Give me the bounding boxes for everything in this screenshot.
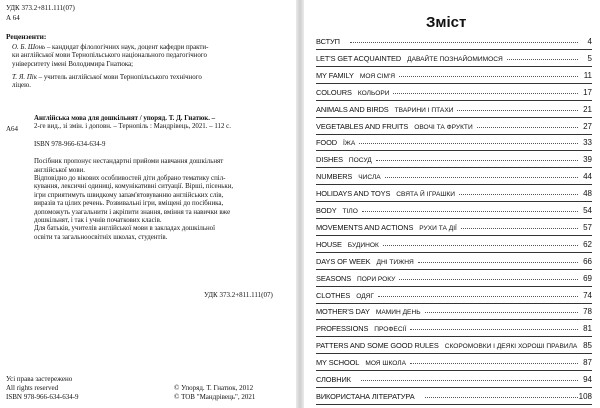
toc-underline [316,370,592,371]
toc-underline [316,49,592,50]
toc-underline [316,235,592,236]
toc-entry-title: DAYS OF WEEK ДНІ ТИЖНЯ [316,256,414,266]
toc-page-number: 62 [583,239,592,249]
toc-entry-title: СЛОВНИК [316,375,351,384]
toc-page-number: 81 [583,324,592,334]
contents-page [304,0,600,408]
toc-entry-title: FOOD ЇЖА [316,138,356,148]
toc-leader [418,262,578,263]
toc-underline [316,201,592,202]
toc-leader [359,143,578,144]
toc-leader [459,194,578,195]
toc-entry-title: BODY ТІЛО [316,206,358,215]
toc-underline [316,184,592,185]
toc-page-number: 27 [583,121,592,131]
toc-leader [477,127,578,128]
toc-leader [399,76,578,77]
catalog-entry: Англійська мова для дошкільнят / упоряд. Т. Д. Гнатюк. – 2-ге вид., зі змін. і доповн. – Тернопіль : Мандрівець, 2021. – 112 с. ISBN 978-966-634-634-9 Посібник пропонує нестандартні прийоми навчання дошкільнят англійської мови. Відповідно до вікових особливостей діти добрано тематику спіл- кування, лексичні одиниці, комунікативні ситуації. Вірші, пісеньки, ігри сприятимуть швидкому запам'ятовуванню англійських слів, виразів та цілих речень. Розвивальні ігри, вміщені до посібника, допоможуть узагальнити і акріпити знання, вміння та навички вже дошкільнят, і так і учнів початкових класів. Для батьків, учителів англійської мови в закладах дошкільної освіти та загальноосвітніх школах, студентів. [34,115,294,242]
toc-page-number: 69 [583,273,592,283]
toc-page-number: 21 [583,104,592,114]
toc-page-number: 78 [583,307,592,317]
toc-row[interactable] [316,153,592,168]
toc-leader [507,59,578,60]
toc-underline [316,303,592,304]
toc-leader [362,211,578,212]
toc-page-number: 54 [583,206,592,215]
toc-leader [361,380,578,381]
toc-underline [316,100,592,101]
toc-entry-title: PROFESSIONS ПРОФЕСІЇ [316,324,407,334]
toc-row[interactable] [316,238,592,253]
toc-underline [316,83,592,84]
reviewers-heading: Рецензенти: [6,32,47,41]
toc-underline [316,117,592,118]
toc-entry-title: MOTHER'S DAY МАМИН ДЕНЬ [316,307,421,317]
toc-leader [425,312,578,313]
toc-row[interactable] [316,373,592,388]
toc-entry-title: CLOTHES ОДЯГ [316,290,375,300]
toc-row[interactable] [316,103,592,118]
toc-underline [316,167,592,168]
toc-row[interactable] [316,204,592,219]
toc-leader [399,279,578,280]
toc-row[interactable] [316,289,592,304]
toc-underline [316,404,592,405]
toc-underline [316,134,592,135]
toc-leader [350,42,578,43]
toc-entry-title: ВИКОРИСТАНА ЛІТЕРАТУРА [316,391,415,401]
toc-entry-title: ANIMALS AND BIRDS ТВАРИНИ І ПТАХИ [316,104,454,114]
toc-underline [316,387,592,388]
toc-page-number: 33 [583,138,592,148]
toc-entry-title: MY FAMILY МОЯ СІМ'Я [316,70,396,80]
toc-entry-title: ВСТУП [316,37,340,46]
toc-leader [457,110,578,111]
toc-underline [316,353,592,354]
toc-underline [316,336,592,337]
udk-code: УДК 373.2+811.111(07) [6,4,75,12]
toc-row[interactable] [316,35,592,50]
toc-row[interactable] [316,305,592,320]
rights-en: All rights reserved [6,384,59,392]
isbn: ISBN 978-966-634-634-9 [34,140,106,148]
toc-leader [410,329,578,330]
toc-page-number: 39 [583,155,592,165]
toc-entry-title: MY SCHOOL МОЯ ШКОЛА [316,358,406,368]
toc-underline [316,252,592,253]
toc-underline [316,286,592,287]
contents-title: Зміст [426,14,467,31]
toc-underline [316,150,592,151]
toc-row[interactable] [316,120,592,135]
toc-row[interactable] [316,69,592,84]
toc-underline [316,66,592,67]
toc-row[interactable] [316,52,592,67]
toc-entry-title: HOLIDAYS AND TOYS СВЯТА Й ІГРАШКИ [316,189,455,199]
isbn-bottom: ISBN 978-966-634-634-9 [6,393,79,401]
reviewer-1-name: О. Б. Шонь [12,44,46,51]
toc-page-number: 44 [583,172,592,182]
toc-page-number: 66 [583,256,592,266]
toc-page-number: 17 [583,87,592,97]
toc-page-number: 87 [583,358,592,368]
toc-entry-title: LET'S GET ACQUAINTED ДАВАЙТЕ ПОЗНАЙОМИМОСЯ [316,53,503,63]
toc-entry-title: HOUSE БУДИНОК [316,239,379,249]
copyright-publisher: © ТОВ "Мандрівець", 2021 [174,393,256,401]
toc-row[interactable] [316,86,592,101]
toc-page-number: 108 [578,391,592,401]
toc-row[interactable] [316,356,592,371]
toc-leader [393,93,578,94]
toc-entry-title: DISHES ПОСУД [316,155,372,165]
toc-underline [316,269,592,270]
toc-page-number: 48 [583,189,592,199]
toc-page-number: 85 [583,341,592,351]
toc-page-number: 5 [587,53,592,63]
toc-entry-title: PATTERS AND SOME GOOD RULES СКОРОМОВКИ І ДЕЯКІ ХОРОШІ ПРАВИЛА [316,341,578,351]
toc-page-number: 94 [583,375,592,384]
toc-leader [383,245,578,246]
toc-leader [378,296,578,297]
toc-entry-title: VEGETABLES AND FRUITS ОВОЧІ ТА ФРУКТИ [316,121,473,131]
copyright-page [0,0,296,408]
udk-code-bottom: УДК 373.2+811.111(07) [204,291,273,299]
bbk-code: А 64 [6,14,20,22]
toc-entry-title: NUMBERS ЧИСЛА [316,172,381,182]
catalog-code: А64 [6,125,19,133]
book-gutter [296,0,304,408]
toc-row[interactable] [316,187,592,202]
toc-entry-title: SEASONS ПОРИ РОКУ [316,273,396,283]
toc-row[interactable] [316,322,592,337]
toc-page-number: 57 [583,222,592,232]
rights-ua: Усі права застережено [6,375,73,383]
toc-page-number: 4 [587,37,592,46]
reviewer-2-name: Т. Я. Пік [12,74,37,81]
toc-leader [376,160,578,161]
toc-leader [461,228,578,229]
toc-underline [316,319,592,320]
toc-row[interactable] [316,390,592,405]
reviewer-2: Т. Я. Пік – учитель англійської мови Тернопільського технічного ліцею. [12,74,202,90]
toc-entry-title: MOVEMENTS AND ACTIONS РУХИ ТА ДІЇ [316,222,457,232]
toc-row[interactable] [316,170,592,185]
reviewer-1: О. Б. Шонь – кандидат філологічних наук, доцент кафедри практи- ки англійської мови Тернопільського національного педагогічного університету імені Володимира Гнатюка; [12,44,209,68]
toc-leader [425,397,578,398]
toc-row[interactable] [316,221,592,236]
toc-row[interactable] [316,272,592,287]
toc-row[interactable] [316,339,592,354]
toc-leader [385,177,578,178]
toc-page-number: 74 [583,290,592,300]
toc-underline [316,218,592,219]
toc-row[interactable] [316,255,592,270]
toc-row[interactable] [316,136,592,151]
toc-leader [410,363,578,364]
toc-entry-title: COLOURS КОЛЬОРИ [316,87,390,97]
toc-page-number: 11 [583,70,592,80]
copyright-compiler: © Упоряд. Т. Гнатюк, 2012 [174,384,254,392]
